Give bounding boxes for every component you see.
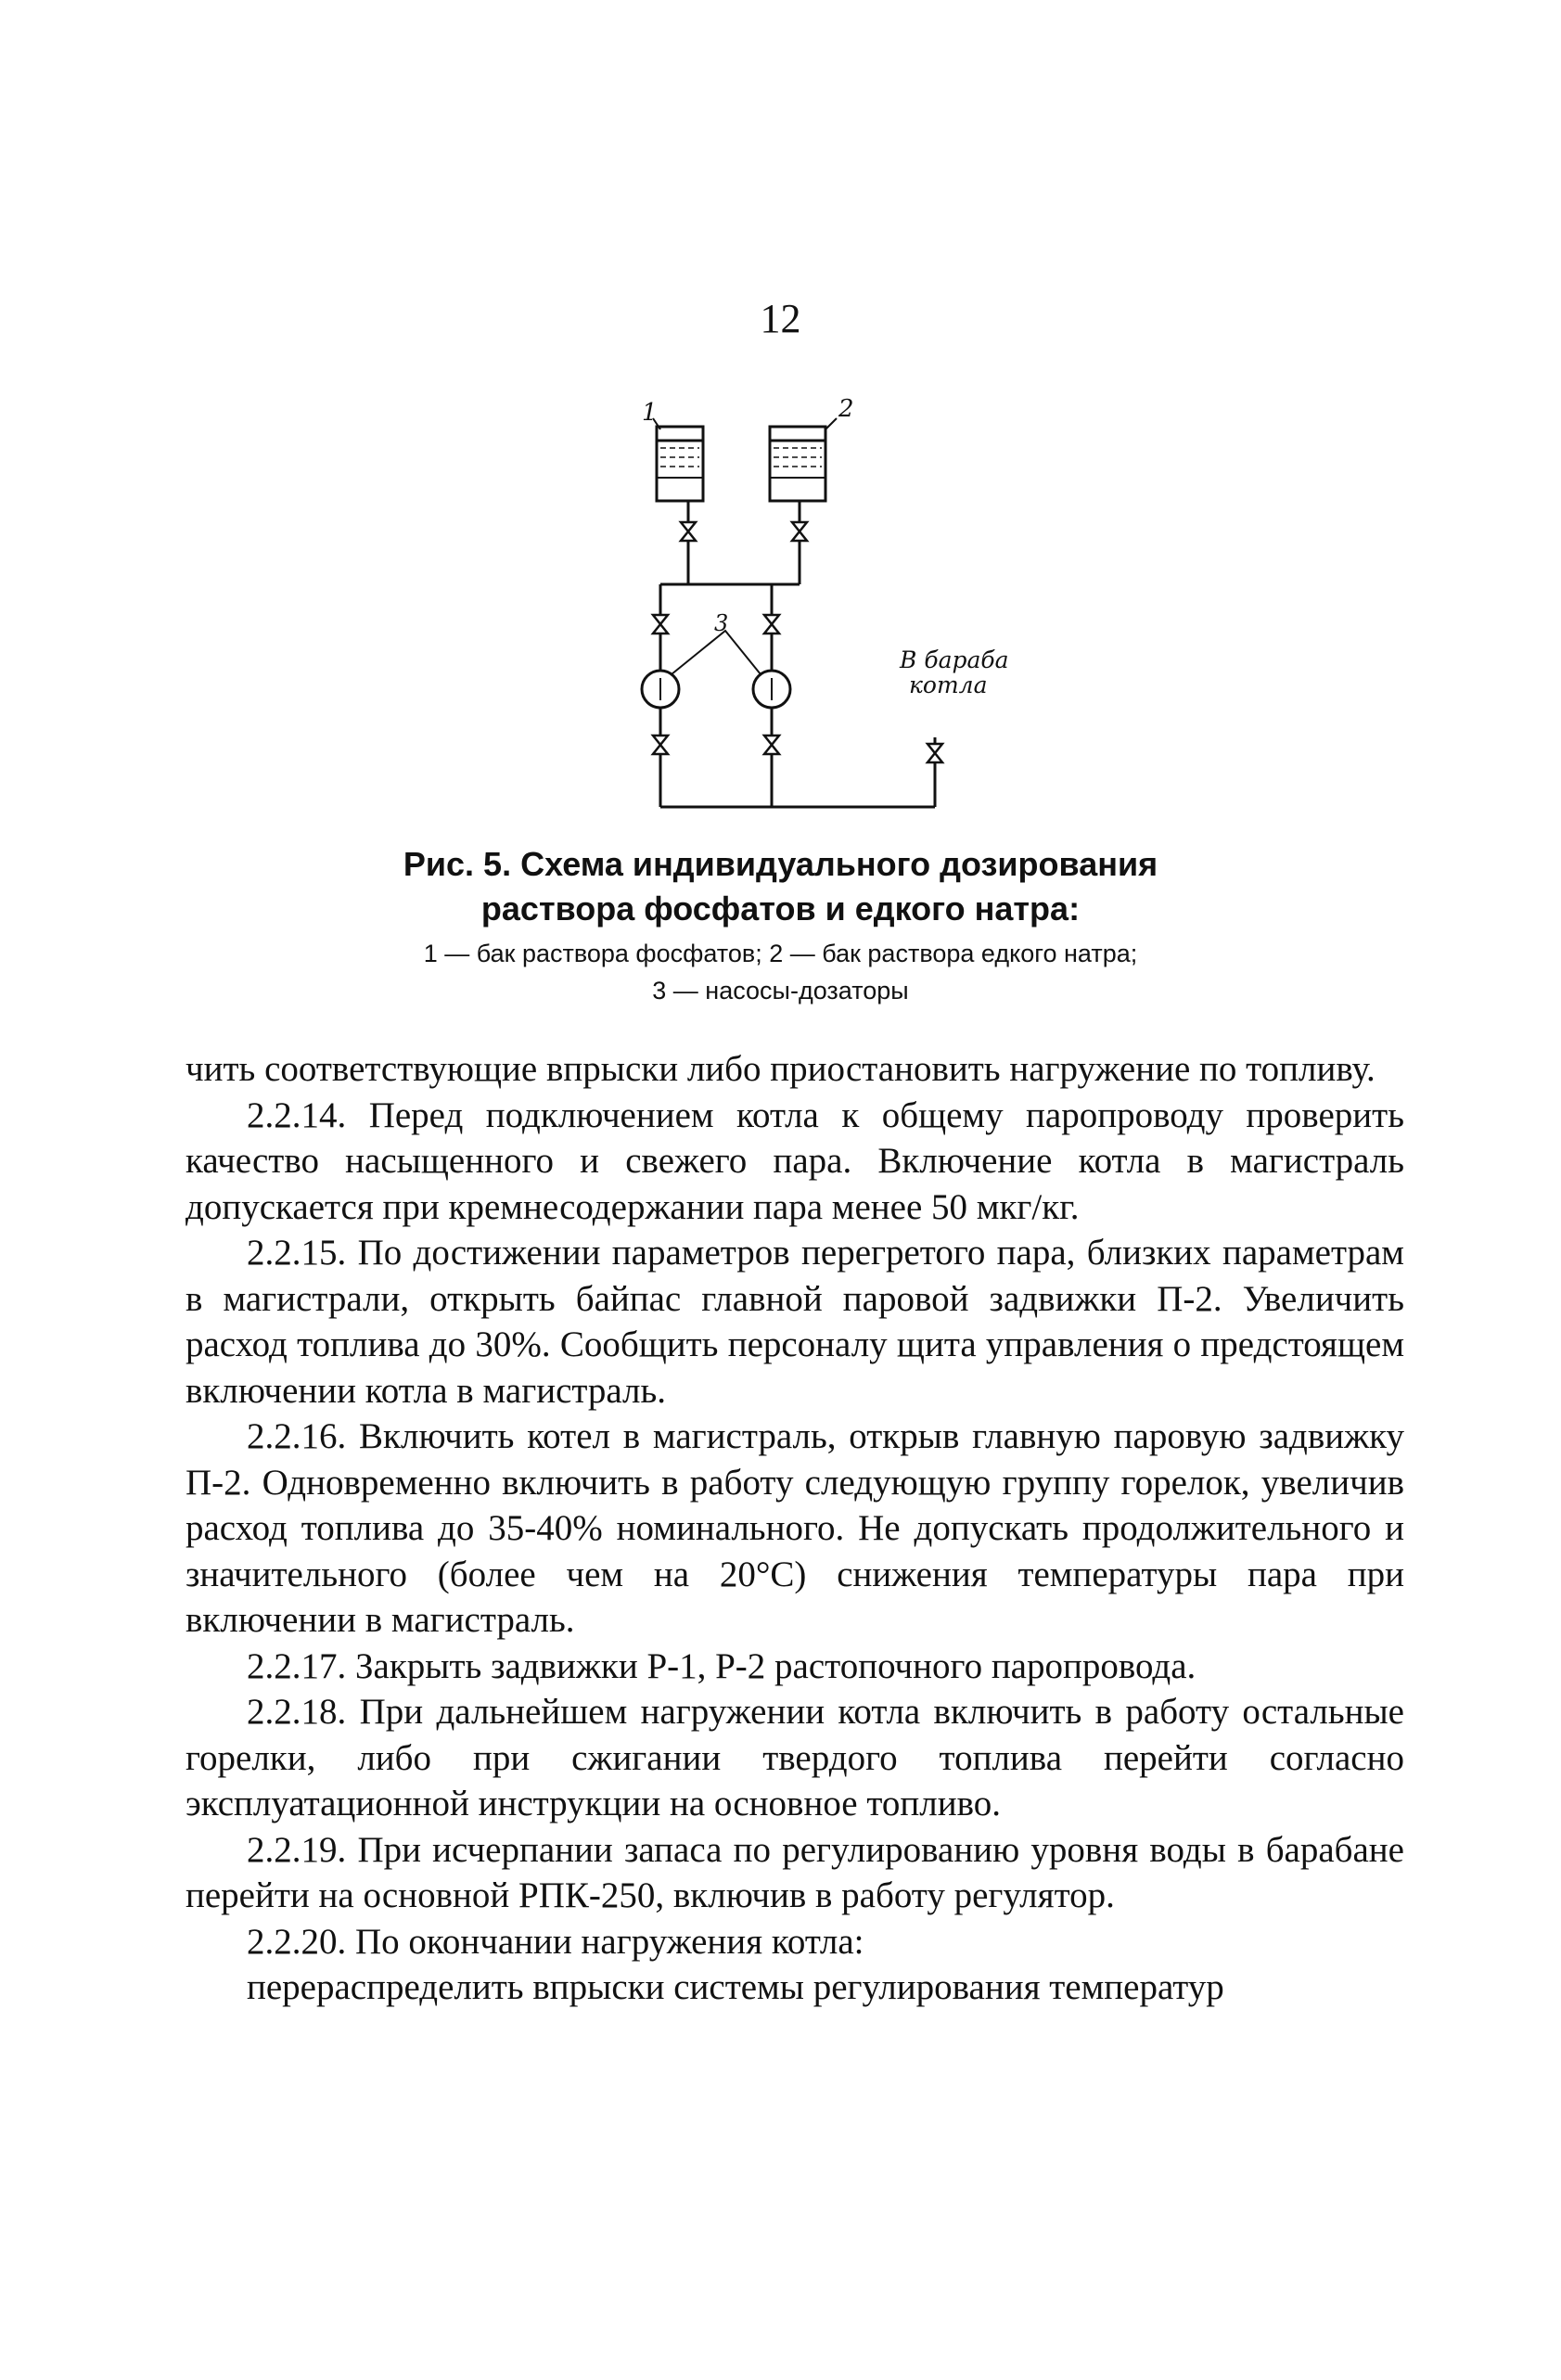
paragraph-2-2-17: 2.2.17. Закрыть задвижки Р-1, Р-2 растопочного паропровода. xyxy=(247,1645,1196,1686)
valve-tank1 xyxy=(681,522,696,541)
paragraph-continuation: чить соответствующие впрыски либо приостановить нагружение по топливу. xyxy=(186,1049,1375,1089)
valve-pump2-outlet xyxy=(764,736,779,754)
valve-pump1-inlet xyxy=(653,615,668,633)
dosing-scheme-figure xyxy=(594,394,1039,830)
label-tank-1: 1 xyxy=(642,399,658,427)
caption-line-1: Рис. 5. Схема индивидуального дозирования xyxy=(403,845,1158,883)
caption-line-2: раствора фосфатов и едкого натра: xyxy=(480,889,1081,928)
legend-line-2: 3 — насосы-дозаторы xyxy=(652,977,909,1004)
valve-pump2-inlet xyxy=(764,615,779,633)
paragraph-2-2-20-item: перераспределить впрыски системы регулирования температур xyxy=(247,1967,1224,2007)
paragraph-2-2-15: 2.2.15. По достижении параметров перегретого пара, близких параметрам в магистрали, открыть байпас главной паровой задвижки П-2. Увеличить расход топлива до 30%. Сообщить персоналу щита управления о предстоящем включении котла в магистраль. xyxy=(186,1233,1404,1411)
tank-1 xyxy=(657,427,703,501)
dosing-scheme-diagram xyxy=(594,394,1039,830)
body-text xyxy=(186,1046,1404,2011)
paragraph-2-2-16: 2.2.16. Включить котел в магистраль, открыв главную паровую задвижку П-2. Одновременно включить в работу следующую группу горелок, увеличив расход топлива до 35-40% номинального. Не допускать продолжительного и значительного (более чем на 20°С) снижения температуры пара при включении в магистраль. xyxy=(186,1416,1404,1640)
label-tank-2: 2 xyxy=(838,395,854,423)
figure-legend xyxy=(186,935,1375,1009)
valve-pump1-outlet xyxy=(653,736,668,754)
figure-caption xyxy=(186,842,1375,931)
legend-line-1: 1 — бак раствора фосфатов; 2 — бак раствора едкого натра; xyxy=(423,940,1138,967)
paragraph-2-2-18: 2.2.18. При дальнейшем нагружении котла включить в работу остальные горелки, либо при сжигании твердого топлива перейти согласно эксплуатационной инструкции на основное топливо. xyxy=(186,1692,1404,1823)
tank-2 xyxy=(770,427,825,501)
valve-tank2 xyxy=(792,522,807,541)
paragraph-2-2-19: 2.2.19. При исчерпании запаса по регулированию уровня воды в барабане перейти на основной РПК-250, включив в работу регулятор. xyxy=(186,1829,1404,1915)
paragraph-2-2-14: 2.2.14. Перед подключением котла к общему паропроводу проверить качество насыщенного и свежего пара. Включение котла в магистраль допускается при кремнесодержании пара менее 50 мкг/кг. xyxy=(186,1094,1404,1227)
valve-outlet xyxy=(928,744,942,762)
label-outlet-line1: В бараба xyxy=(900,646,1009,673)
page-number: 12 xyxy=(760,296,801,341)
label-pumps: 3 xyxy=(714,610,729,636)
label-outlet-line2: котла xyxy=(909,672,988,698)
paragraph-2-2-20: 2.2.20. По окончании нагружения котла: xyxy=(247,1921,864,1962)
pumps-leader-lines xyxy=(672,631,761,674)
